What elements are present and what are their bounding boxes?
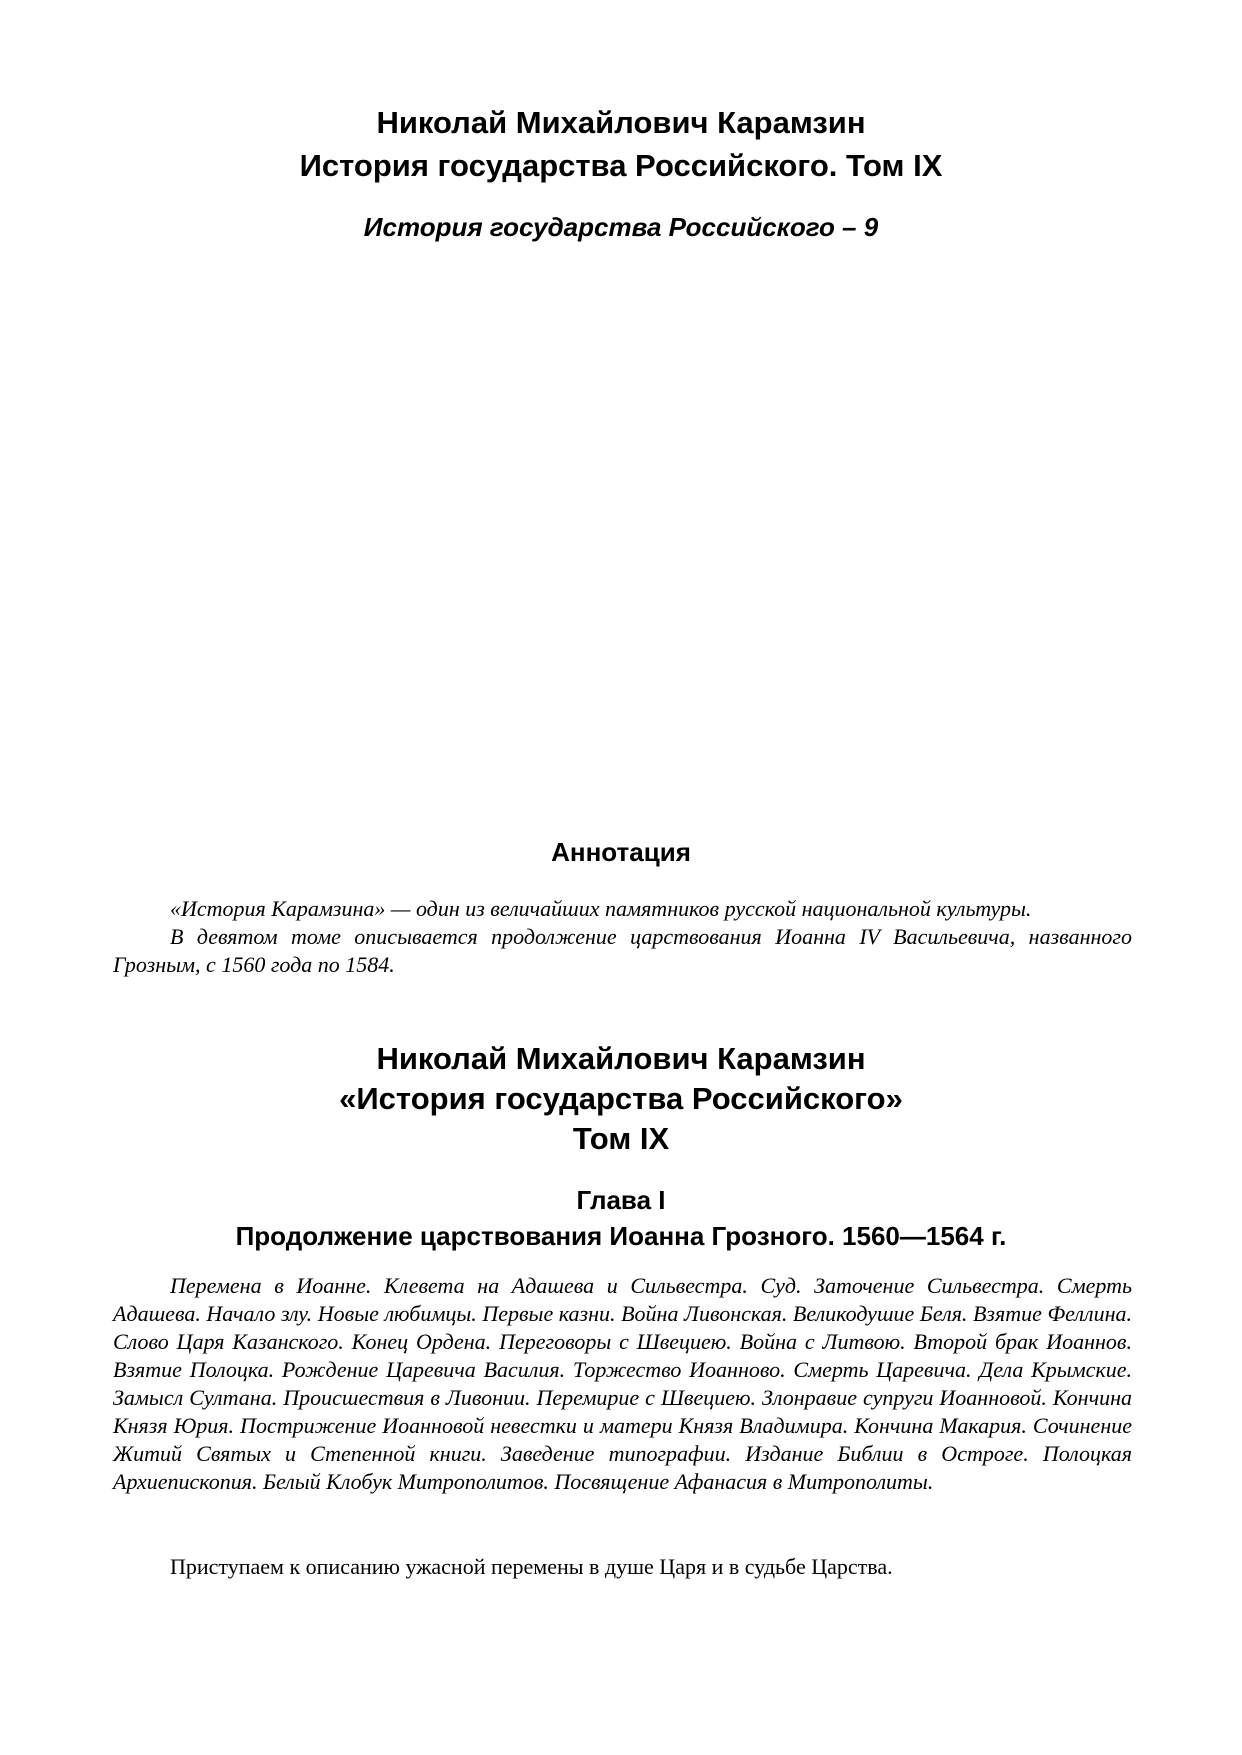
chapter-opening (113, 1553, 1132, 1581)
annotation-body (113, 895, 1132, 979)
chapter-summary-text: Перемена в Иоанне. Клевета на Адашева и Сильвестра. Суд. Заточение Сильвестра. Смерть Адашева. Начало злу. Новые любимцы. Первые казни. Война Ливонская. Великодушие Беля. Взятие Феллина. Слово Царя Казанского. Конец Ордена. Переговоры с Швециею. Война с Литвою. Второй брак Иоаннов. Взятие Полоцка. Рождение Царевича Василия. Торжество Иоанново. Смерть Царевича. Дела Крымские. Замысл Султана. Происшествия в Ливонии. Перемирие с Швециею. Злонравие супруги Иоанновой. Кончина Князя Юрия. Пострижение Иоанновой невестки и матери Князя Владимира. Кончина Макария. Сочинение Житий Святых и Степенной книги. Заведение типографии. Издание Библии в Остроге. Полоцкая Архиепископия. Белый Клобук Митрополитов. Посвящение Афанасия в Митрополиты. (113, 1273, 1132, 1494)
chapter-opening-text: Приступаем к описанию ужасной перемены в душе Царя и в судьбе Царства. (170, 1554, 893, 1579)
main-title: «История государства Российского» (339, 1081, 903, 1116)
chapter-number: Глава I (576, 1185, 666, 1215)
chapter-title: Продолжение царствования Иоанна Грозного. 1560—1564 г. (235, 1221, 1007, 1251)
annotation-heading: Аннотация (551, 837, 691, 867)
book-title: История государства Российского. Том IX (299, 148, 943, 183)
book-author: Николай Михайлович Карамзин (376, 105, 866, 140)
annotation-paragraph: В девятом томе описывается продолжение царствования Иоанна IV Васильевича, названного Грозным, с 1560 года по 1584. (113, 924, 1132, 977)
main-title-author: Николай Михайлович Карамзин (376, 1041, 866, 1076)
annotation-paragraph: «История Карамзина» — один из величайших памятников русской национальной культуры. (170, 896, 1032, 921)
volume-label: Том IX (572, 1121, 670, 1156)
book-series: История государства Российского – 9 (363, 212, 879, 242)
chapter-summary (113, 1272, 1132, 1496)
